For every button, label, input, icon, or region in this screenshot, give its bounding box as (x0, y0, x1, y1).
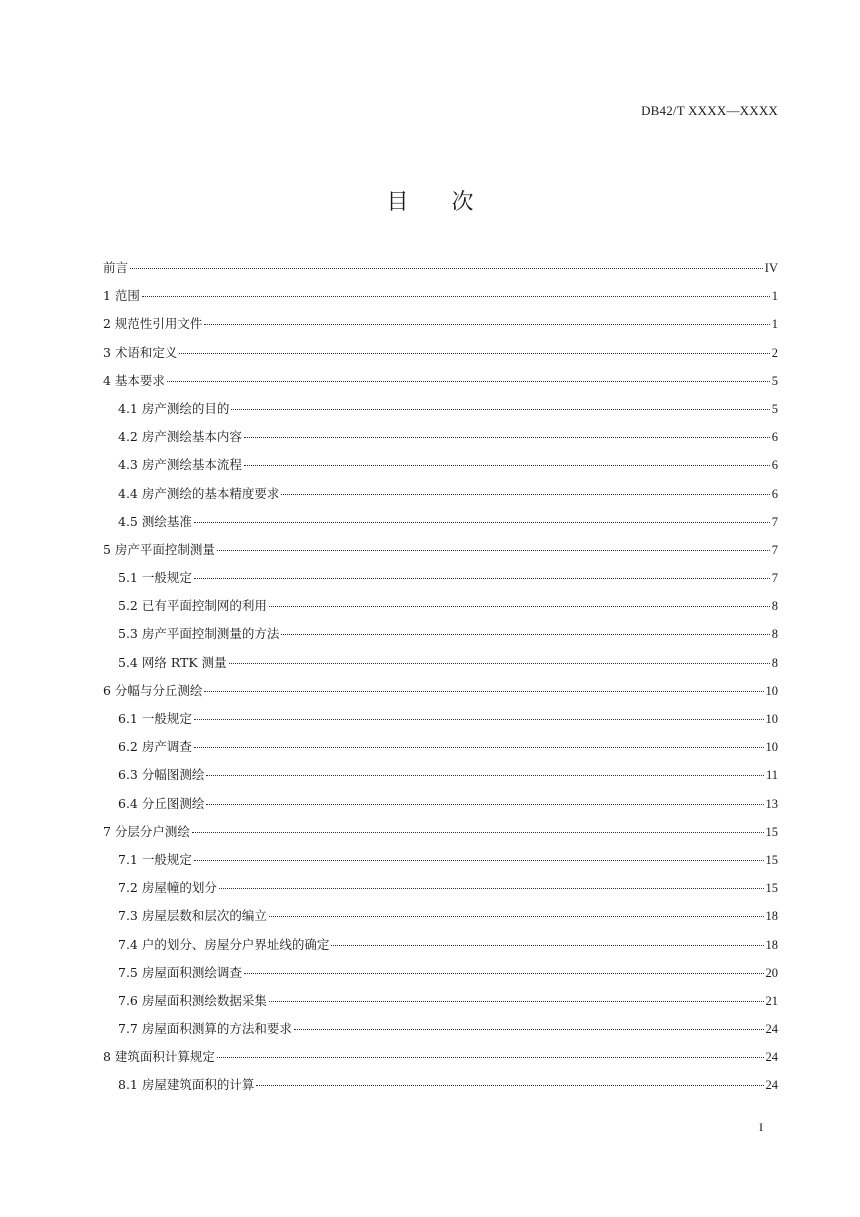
toc-entry-page: 10 (765, 740, 778, 755)
toc-entry-page: 6 (771, 430, 778, 445)
toc-entry-label: 7.5 房屋面积测绘调查 (118, 964, 242, 980)
toc-entry-label: 6 分幅与分丘测绘 (103, 682, 203, 698)
toc-entry[interactable] (103, 512, 778, 540)
dot-leader (206, 804, 763, 805)
toc-entry-page: 15 (765, 852, 778, 867)
toc-entry-label: 4.5 测绘基准 (118, 513, 192, 529)
toc-entry-label: 4.2 房产测绘基本内容 (118, 429, 242, 445)
toc-entry[interactable] (103, 568, 778, 596)
toc-entry-page: 5 (771, 401, 778, 416)
dot-leader (194, 747, 764, 748)
toc-entry-label: 前言 (103, 260, 129, 275)
toc-entry-page: 1 (771, 289, 778, 304)
toc-entry[interactable] (103, 484, 778, 512)
dot-leader (281, 634, 769, 635)
dot-leader (130, 268, 763, 269)
toc-entry-page: 8 (771, 655, 778, 670)
toc-entry[interactable] (103, 878, 778, 906)
toc-entry[interactable] (103, 963, 778, 991)
toc-entry-label: 5.1 一般规定 (118, 570, 192, 586)
toc-entry-page: 18 (765, 909, 778, 924)
dot-leader (206, 775, 764, 776)
toc-entry-label: 6.3 分幅图测绘 (118, 767, 205, 783)
dot-leader (244, 437, 770, 438)
toc-entry-page: 6 (771, 486, 778, 501)
toc-entry-page: 24 (765, 1022, 778, 1037)
toc-entry[interactable] (103, 906, 778, 934)
toc-entry-label: 6.2 房产调查 (118, 739, 192, 755)
toc-entry[interactable] (103, 258, 778, 286)
toc-entry-page: 15 (765, 881, 778, 896)
page-title: 目 次 (386, 190, 492, 215)
toc-entry-page: 10 (765, 683, 778, 698)
toc-entry-label: 4.4 房产测绘的基本精度要求 (118, 485, 280, 501)
dot-leader (244, 973, 764, 974)
dot-leader (244, 465, 770, 466)
toc-entry[interactable] (103, 822, 778, 850)
toc-entry-page: IV (764, 261, 778, 275)
toc-entry-label: 5.4 网络 RTK 测量 (118, 654, 227, 670)
toc-entry-page: 13 (765, 796, 778, 811)
toc-entry-page: 11 (765, 768, 778, 783)
toc-entry-label: 4.1 房产测绘的目的 (118, 400, 230, 416)
toc-entry[interactable] (103, 737, 778, 765)
dot-leader (331, 945, 763, 946)
toc-entry-label: 6.4 分丘图测绘 (118, 795, 205, 811)
toc-entry[interactable] (103, 1019, 778, 1047)
dot-leader (231, 409, 769, 410)
toc-entry-label: 7 分层分户测绘 (103, 823, 190, 839)
toc-entry[interactable] (103, 850, 778, 878)
toc-entry[interactable] (103, 991, 778, 1019)
toc-entry-page: 7 (771, 571, 778, 586)
toc-entry[interactable] (103, 1075, 778, 1103)
toc-entry-page: 6 (771, 458, 778, 473)
toc-entry-page: 8 (771, 599, 778, 614)
dot-leader (219, 888, 764, 889)
toc-entry[interactable] (103, 794, 778, 822)
dot-leader (179, 353, 769, 354)
dot-leader (281, 494, 769, 495)
toc-entry[interactable] (103, 681, 778, 709)
toc-entry[interactable] (103, 399, 778, 427)
toc-entry-label: 7.1 一般规定 (118, 851, 192, 867)
toc-entry[interactable] (103, 286, 778, 314)
toc-entry-page: 10 (765, 712, 778, 726)
toc-entry-label: 6.1 一般规定 (118, 711, 192, 726)
dot-leader (142, 296, 770, 297)
dot-leader (269, 916, 764, 917)
toc-entry-label: 2 规范性引用文件 (103, 316, 203, 332)
toc-entry-page: 21 (765, 993, 778, 1008)
toc-entry-label: 7.6 房屋面积测绘数据采集 (118, 992, 267, 1008)
toc-entry[interactable] (103, 935, 778, 963)
dot-leader (269, 606, 770, 607)
toc-entry-page: 24 (765, 1078, 778, 1093)
toc-entry-page: 2 (771, 345, 778, 360)
toc-entry-page: 24 (765, 1050, 778, 1065)
dot-leader (194, 719, 764, 720)
dot-leader (194, 860, 764, 861)
dot-leader (269, 1001, 764, 1002)
toc-entry[interactable] (103, 765, 778, 793)
toc-entry-label: 5.3 房产平面控制测量的方法 (118, 626, 280, 642)
document-code: DB42/T XXXX—XXXX (641, 103, 778, 118)
toc-entry-label: 4.3 房产测绘基本流程 (118, 457, 242, 473)
dot-leader (192, 832, 764, 833)
toc-entry-label: 4 基本要求 (103, 372, 165, 388)
toc-entry-label: 7.3 房屋层数和层次的编立 (118, 908, 267, 924)
dot-leader (229, 663, 770, 664)
toc-entry-page: 7 (771, 542, 778, 557)
dot-leader (194, 522, 770, 523)
dot-leader (204, 691, 763, 692)
toc-entry-label: 1 范围 (103, 288, 140, 304)
toc-entry-page: 20 (765, 965, 778, 980)
toc-entry[interactable] (103, 455, 778, 483)
dot-leader (217, 1057, 764, 1058)
toc-entry-page: 8 (771, 627, 778, 642)
toc-entry-label: 7.7 房屋面积测算的方法和要求 (118, 1021, 292, 1037)
toc-entry[interactable] (103, 1047, 778, 1075)
toc-entry[interactable] (103, 427, 778, 455)
dot-leader (194, 578, 770, 579)
toc-entry-label: 8.1 房屋建筑面积的计算 (118, 1077, 255, 1093)
dot-leader (204, 324, 769, 325)
dot-leader (167, 381, 770, 382)
toc-entry-page: 18 (765, 937, 778, 952)
toc-entry-label: 5 房产平面控制测量 (103, 541, 215, 557)
toc-entry[interactable] (103, 624, 778, 652)
toc-entry[interactable] (103, 596, 778, 624)
toc-entry-page: 7 (771, 514, 778, 529)
toc-entry-label: 7.2 房屋幢的划分 (118, 880, 217, 896)
toc-entry[interactable] (103, 709, 778, 737)
dot-leader (217, 550, 770, 551)
toc-entry-label: 8 建筑面积计算规定 (103, 1049, 215, 1065)
dot-leader (256, 1085, 763, 1086)
toc-entry-label: 7.4 户的划分、房屋分户界址线的确定 (118, 936, 330, 952)
table-of-contents (103, 258, 778, 1104)
toc-entry[interactable] (103, 343, 778, 371)
toc-entry-label: 5.2 已有平面控制网的利用 (118, 598, 267, 614)
toc-entry[interactable] (103, 540, 778, 568)
dot-leader (294, 1029, 764, 1030)
page-number: I (759, 1120, 763, 1134)
toc-entry-page: 1 (771, 317, 778, 332)
toc-entry-page: 5 (771, 373, 778, 388)
toc-entry[interactable] (103, 653, 778, 681)
toc-entry[interactable] (103, 314, 778, 342)
toc-entry-label: 3 术语和定义 (103, 344, 178, 360)
toc-entry-page: 15 (765, 824, 778, 839)
toc-entry[interactable] (103, 371, 778, 399)
